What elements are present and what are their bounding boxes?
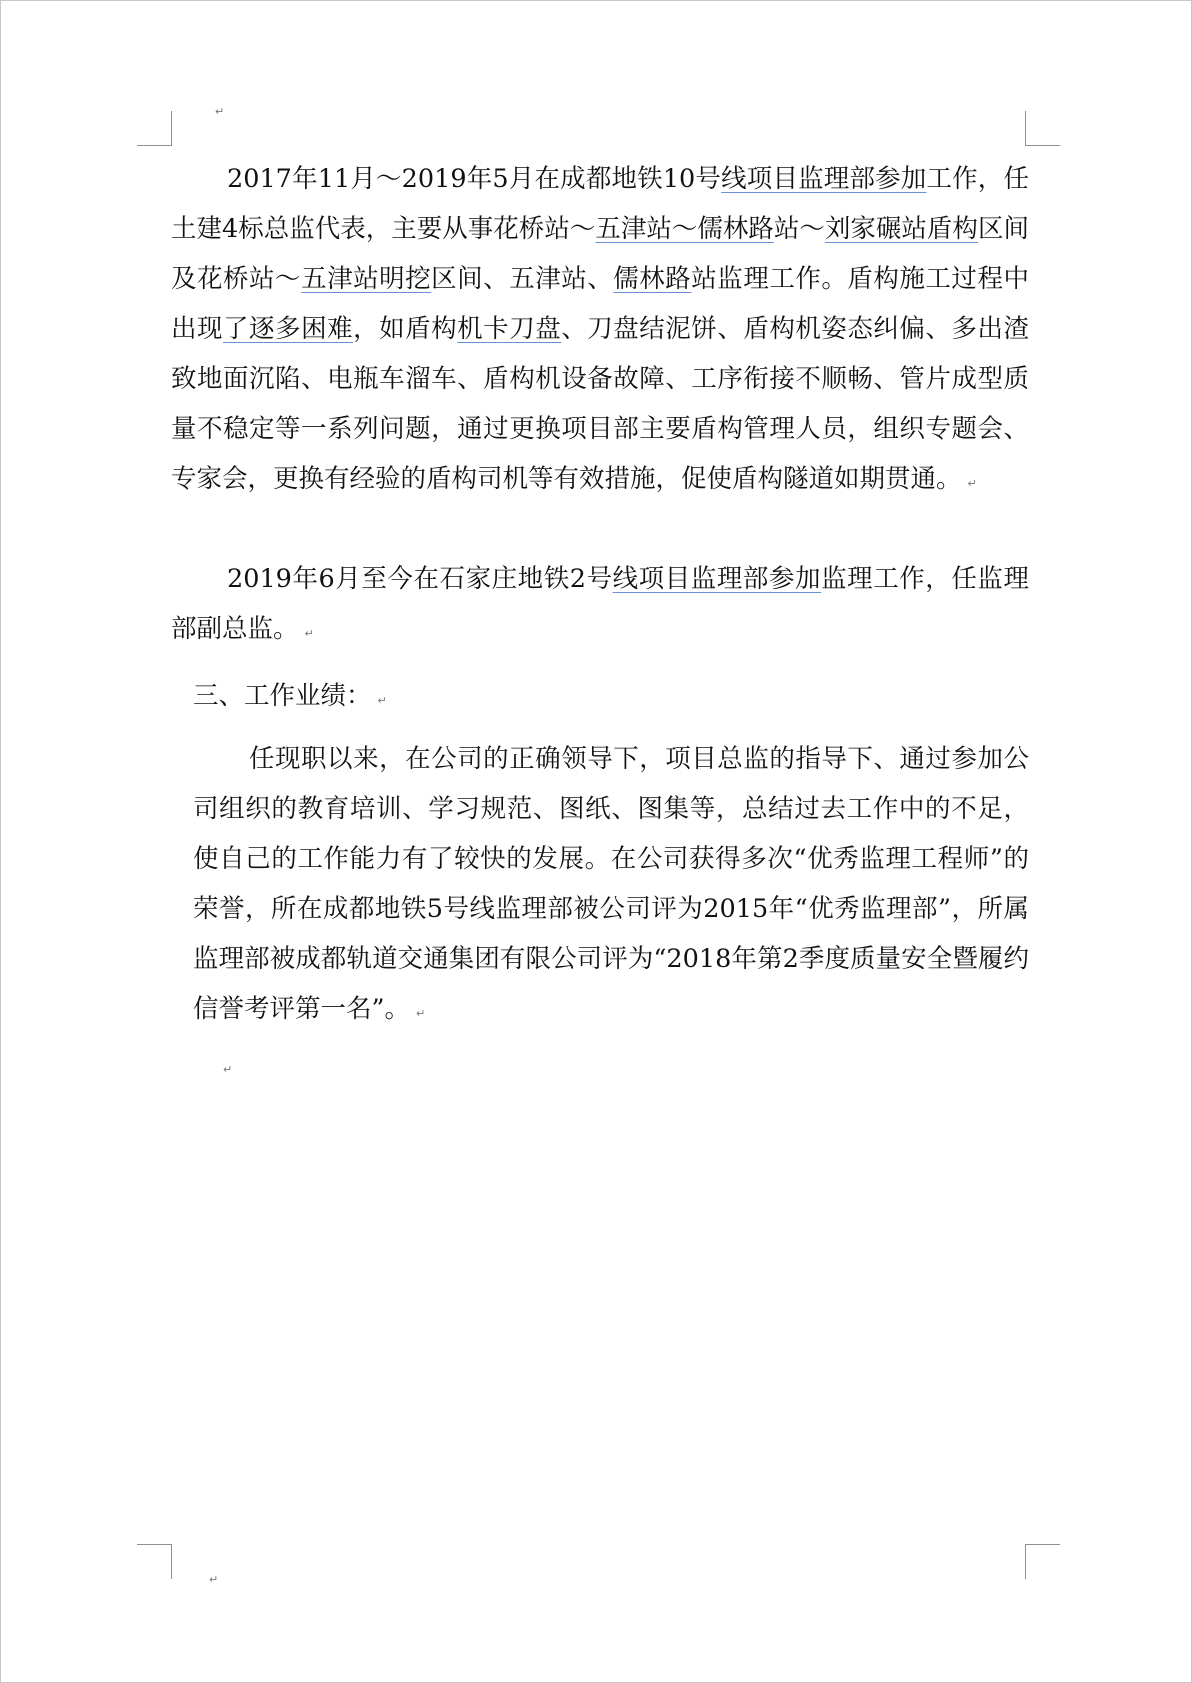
paragraph-mark-icon: ↵ xyxy=(209,1573,219,1586)
paragraph-achievements[interactable]: 任现职以来，在公司的正确领导下，项目总监的指导下、通过参加公司组织的教育培训、学习规范、图纸、图集等，总结过去工作中的不足，使自己的工作能力有了较快的发展。在公司获得多次“优秀监理工程师”的荣誉，所在成都地铁5号线监理部被公司评为2015年“优秀监理部”，所属监理部被成都轨道交通集团有限公司评为“2018年第2季度质量安全暨履约信誉考评第一名”。 ↵ xyxy=(193,744,1029,1024)
paragraph-mark-icon: ↵ xyxy=(304,627,314,640)
paragraph-mark-icon: ↵ xyxy=(377,694,387,707)
margin-corner-top-left xyxy=(137,111,172,146)
paragraph-mark-icon: ↵ xyxy=(967,477,977,490)
margin-corner-bottom-left xyxy=(137,1544,172,1579)
section-heading-achievements[interactable]: 三、工作业绩： ↵ xyxy=(193,681,387,711)
paragraph-work-history-chengdu[interactable]: 2017年11月～2019年5月在成都地铁10号线项目监理部参加工作，任土建4标总监代表，主要从事花桥站～五津站～儒林路站～刘家碾站盾构区间及花桥站～五津站明挖区间、五津站、儒林路站监理工作。盾构施工过程中出现了逐多困难，如盾构机卡刀盘、刀盘结泥饼、盾构机姿态纠偏、多出渣致地面沉陷、电瓶车溜车、盾构机设备故障、工序衔接不顺畅、管片成型质量不稳定等一系列问题，通过更换项目部主要盾构管理人员，组织专题会、专家会，更换有经验的盾构司机等有效措施，促使盾构隧道如期贯通。 ↵ xyxy=(171,164,1029,494)
margin-corner-bottom-right xyxy=(1025,1544,1060,1579)
paragraph-mark-icon: ↵ xyxy=(215,105,225,118)
paragraph-mark-icon: ↵ xyxy=(416,1007,426,1020)
paragraph-work-history-shijiazhuang[interactable]: 2019年6月至今在石家庄地铁2号线项目监理部参加监理工作，任监理部副总监。 ↵ xyxy=(171,564,1029,644)
paragraph-mark-icon: ↵ xyxy=(223,1063,233,1076)
margin-corner-top-right xyxy=(1025,111,1060,146)
